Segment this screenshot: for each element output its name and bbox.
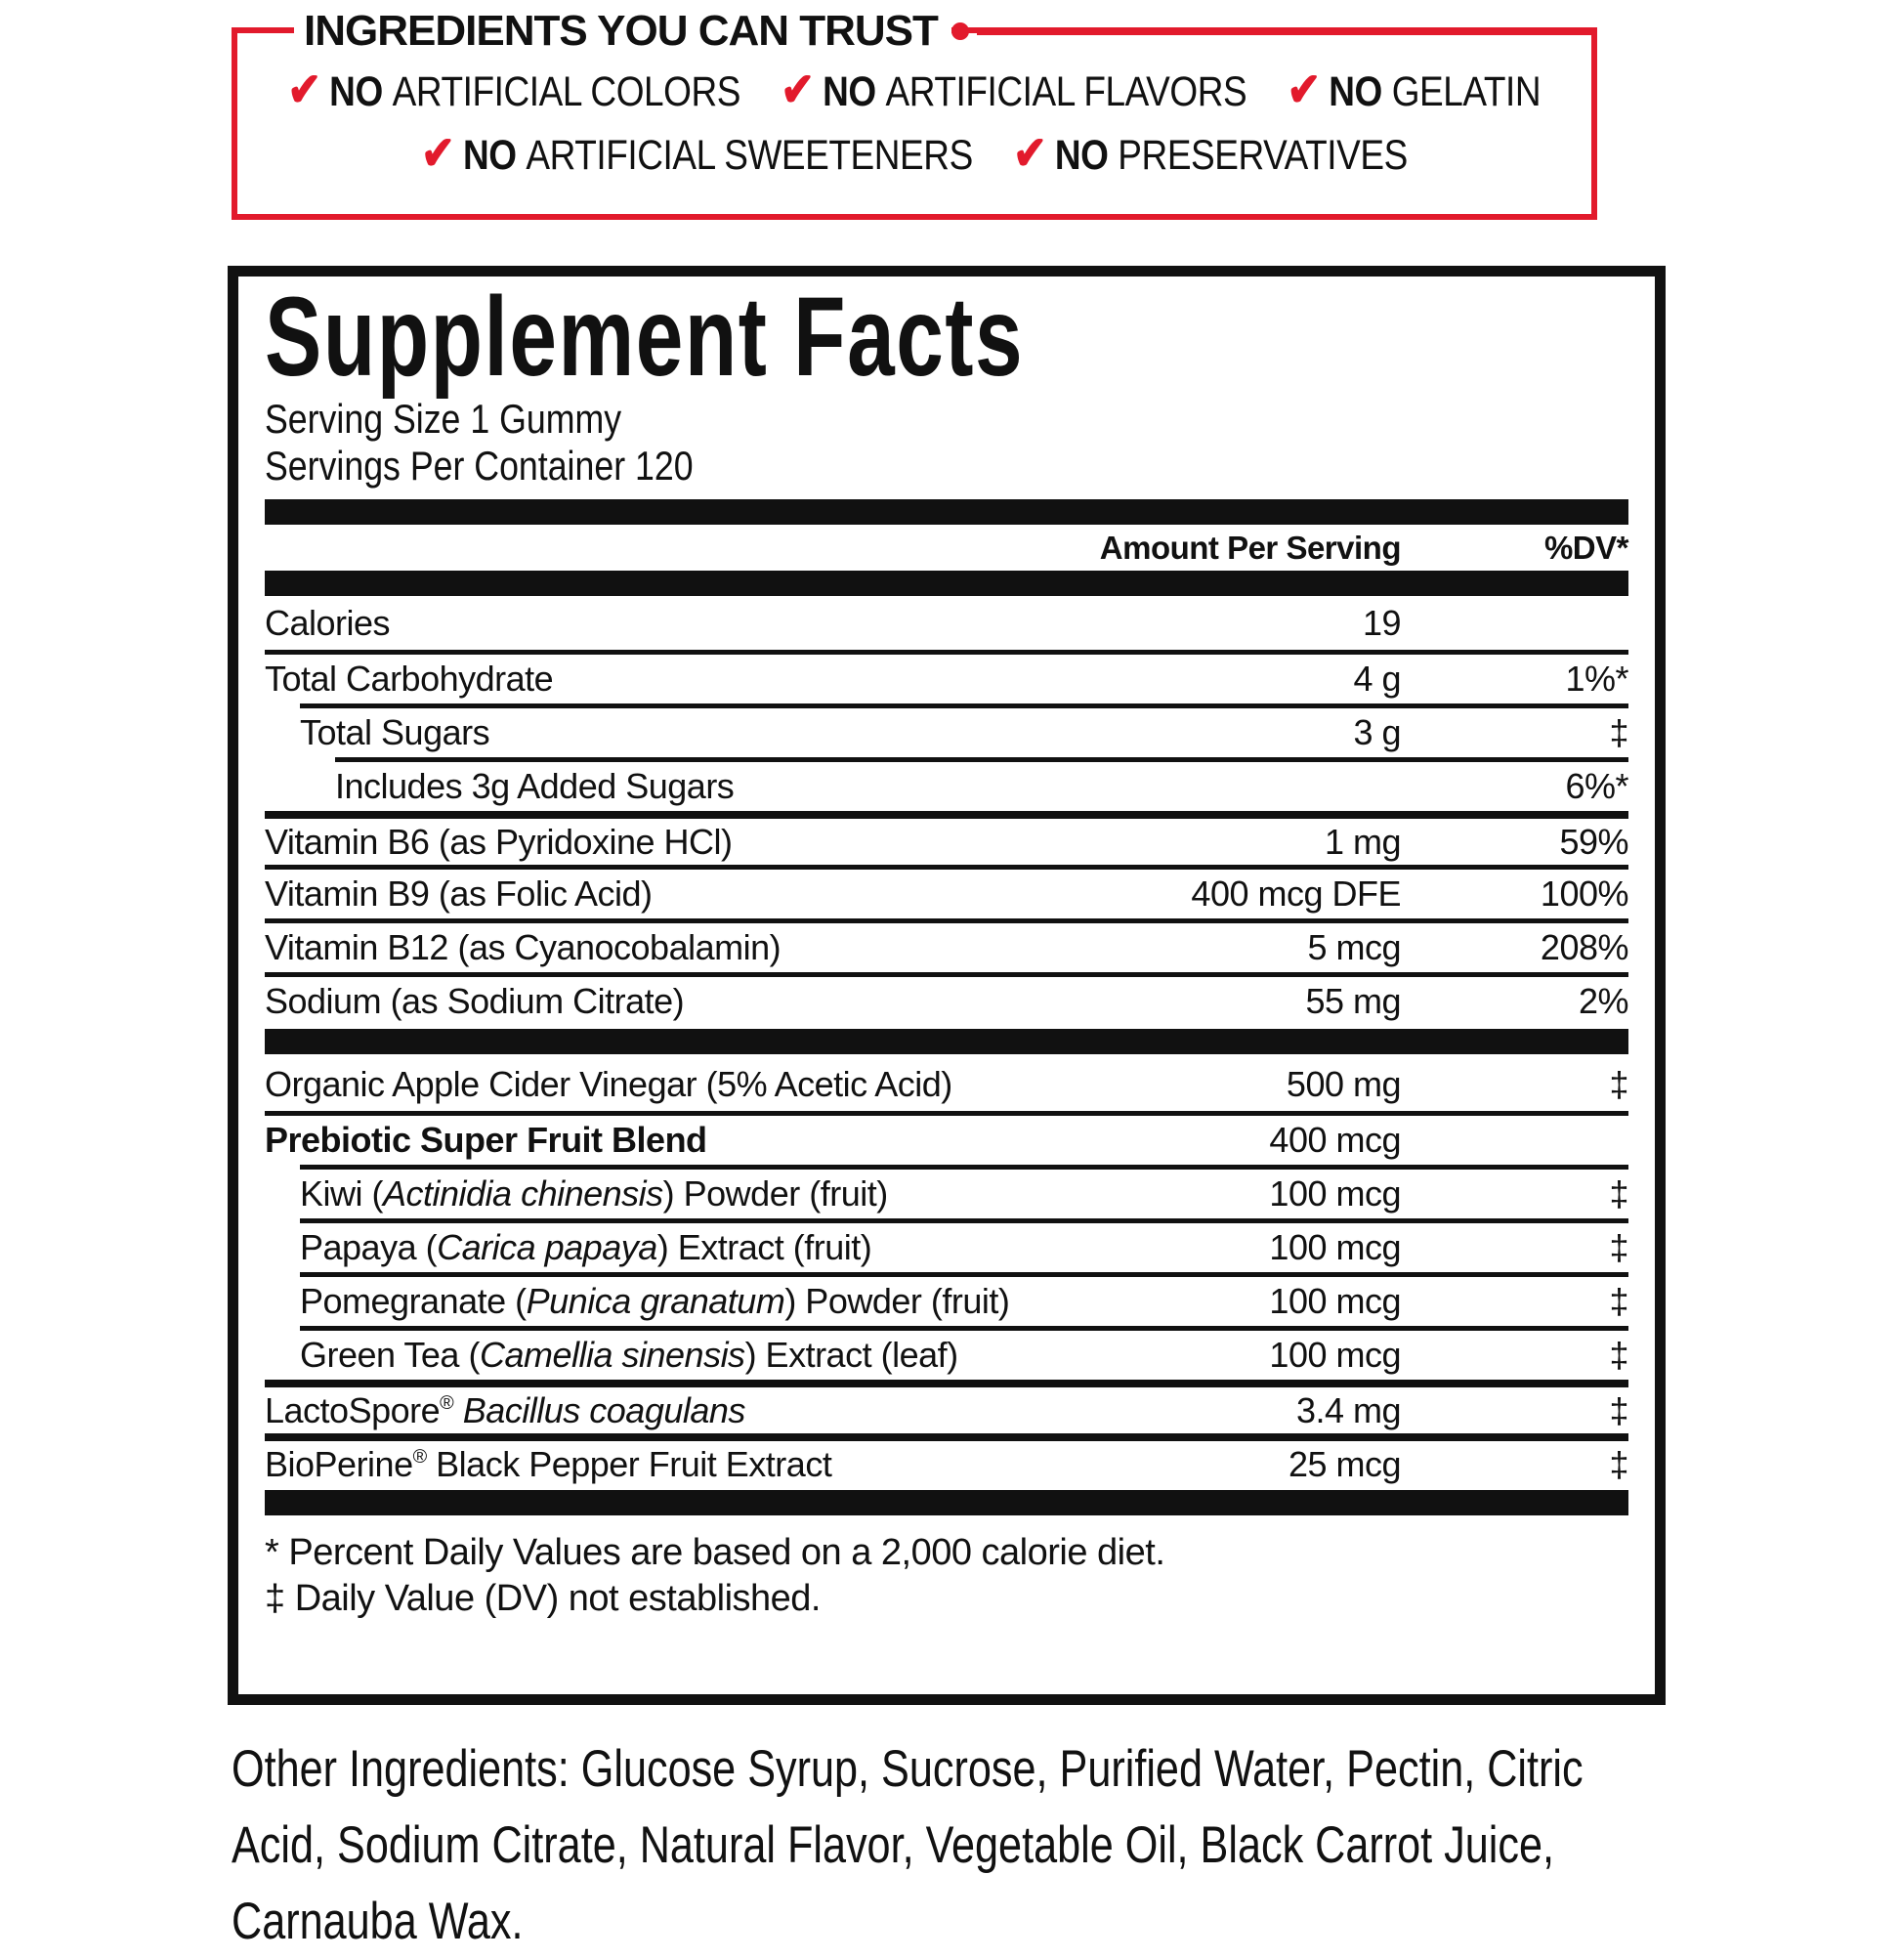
facts-row — [300, 1218, 1628, 1272]
claim-no-label: NO — [462, 132, 517, 179]
percent-dv-header: %DV* — [1543, 529, 1628, 566]
check-icon: ✔ — [1287, 64, 1321, 116]
nutrient-dv: 6%* — [1565, 766, 1628, 806]
nutrient-dv: ‡ — [1609, 1063, 1628, 1104]
facts-row — [265, 1111, 1628, 1165]
nutrient-amount: 100 mcg — [1269, 1335, 1401, 1375]
nutrient-amount: 4 g — [1353, 659, 1401, 699]
facts-row — [300, 1165, 1628, 1218]
nutrient-dv: 2% — [1578, 981, 1628, 1021]
section-divider-bar — [265, 499, 1628, 525]
section-divider-bar — [265, 1029, 1628, 1054]
nutrient-name: Sodium (as Sodium Citrate) — [265, 981, 685, 1021]
nutrient-dv: ‡ — [1609, 1335, 1628, 1375]
nutrient-amount: 3.4 mg — [1295, 1389, 1401, 1430]
trust-box — [232, 7, 1597, 220]
claim-item — [1287, 64, 1542, 116]
nutrient-amount: 55 mg — [1305, 981, 1401, 1021]
check-icon: ✔ — [1013, 127, 1047, 180]
facts-header-row — [265, 525, 1628, 571]
facts-row — [300, 1272, 1628, 1326]
nutrient-dv: 59% — [1559, 821, 1628, 862]
nutrient-amount: 1 mg — [1324, 821, 1401, 862]
claims-row — [421, 127, 1408, 180]
nutrient-name: Green Tea (Camellia sinensis) Extract (leaf) — [300, 1335, 958, 1375]
check-icon: ✔ — [781, 64, 815, 116]
claim-no-label: NO — [329, 68, 383, 115]
facts-row — [300, 1326, 1628, 1380]
nutrient-name: Includes 3g Added Sugars — [335, 766, 735, 806]
servings-per-container: Servings Per Container 120 — [265, 443, 694, 489]
nutrient-name: Prebiotic Super Fruit Blend — [265, 1120, 707, 1160]
nutrient-name: Vitamin B9 (as Folic Acid) — [265, 873, 653, 914]
trust-title: INGREDIENTS YOU CAN TRUST — [294, 8, 951, 55]
facts-row — [265, 596, 1628, 650]
facts-row — [265, 865, 1628, 918]
nutrient-dv: ‡ — [1609, 1389, 1628, 1430]
facts-title: Supplement Facts — [265, 275, 1025, 400]
nutrient-amount: 100 mcg — [1269, 1227, 1401, 1267]
facts-row — [265, 811, 1628, 865]
nutrient-amount: 100 mcg — [1269, 1173, 1401, 1214]
nutrient-dv: ‡ — [1609, 712, 1628, 752]
nutrient-amount: 400 mcg DFE — [1191, 873, 1401, 914]
nutrient-amount: 25 mcg — [1288, 1443, 1401, 1484]
claim-item — [287, 64, 741, 116]
facts-row — [265, 1380, 1628, 1433]
facts-row — [265, 1433, 1628, 1487]
nutrient-name: Pomegranate (Punica granatum) Powder (fruit) — [300, 1281, 1010, 1321]
nutrient-name: Organic Apple Cider Vinegar (5% Acetic Acid) — [265, 1063, 952, 1104]
facts-row — [265, 918, 1628, 972]
facts-row — [300, 703, 1628, 757]
claim-text: ARTIFICIAL COLORS — [382, 68, 741, 115]
other-ingredients: Other Ingredients: Glucose Syrup, Sucrose, Purified Water, Pectin, Citric Acid, Sodium Citrate, Natural Flavor, Vegetable Oil, Black Carrot Juice, Carnauba Wax. — [232, 1740, 1584, 1950]
nutrient-dv: 100% — [1540, 873, 1628, 914]
nutrient-dv: 1%* — [1565, 659, 1628, 699]
red-rule-line — [977, 27, 1593, 35]
footnote-percent-dv: * Percent Daily Values are based on a 2,000 calorie diet. — [265, 1532, 1165, 1573]
nutrient-amount: 3 g — [1353, 712, 1401, 752]
claim-text: ARTIFICIAL SWEETENERS — [516, 132, 973, 179]
trust-header — [294, 8, 1593, 55]
nutrient-dv: 208% — [1540, 927, 1628, 967]
amount-per-serving-header: Amount Per Serving — [1099, 529, 1401, 566]
facts-row — [265, 972, 1628, 1026]
claim-text: PRESERVATIVES — [1108, 132, 1408, 179]
claim-no-label: NO — [1329, 68, 1383, 115]
nutrient-name: Papaya (Carica papaya) Extract (fruit) — [300, 1227, 872, 1267]
bullet-dot-icon — [951, 22, 969, 40]
claims-list — [237, 33, 1591, 214]
nutrient-dv: ‡ — [1609, 1281, 1628, 1321]
facts-row — [335, 757, 1628, 811]
facts-table — [265, 596, 1628, 1515]
footnote-dagger: ‡ Daily Value (DV) not established. — [265, 1578, 821, 1619]
check-icon: ✔ — [287, 64, 321, 116]
claim-text: GELATIN — [1382, 68, 1542, 115]
claim-item — [781, 64, 1247, 116]
claim-no-label: NO — [823, 68, 876, 115]
nutrient-name: Total Sugars — [300, 712, 490, 752]
facts-row — [265, 1057, 1628, 1111]
claim-no-label: NO — [1054, 132, 1109, 179]
claim-item — [421, 127, 973, 180]
nutrient-dv: ‡ — [1609, 1227, 1628, 1267]
nutrient-name: Vitamin B12 (as Cyanocobalamin) — [265, 927, 782, 967]
nutrient-name: Calories — [265, 602, 391, 643]
nutrient-dv: ‡ — [1609, 1173, 1628, 1214]
nutrient-amount: 19 — [1362, 602, 1401, 643]
claims-row — [287, 64, 1542, 116]
claim-text: ARTIFICIAL FLAVORS — [875, 68, 1247, 115]
check-icon: ✔ — [421, 127, 455, 180]
footnotes — [265, 1518, 1628, 1622]
nutrient-name: Total Carbohydrate — [265, 659, 554, 699]
nutrient-amount: 5 mcg — [1307, 927, 1401, 967]
serving-info — [265, 396, 1424, 490]
nutrient-name: Kiwi (Actinidia chinensis) Powder (fruit) — [300, 1173, 888, 1214]
nutrient-name: LactoSpore® Bacillus coagulans — [265, 1389, 745, 1430]
serving-size: Serving Size 1 Gummy — [265, 396, 622, 442]
facts-row — [265, 650, 1628, 703]
nutrient-name: BioPerine® Black Pepper Fruit Extract — [265, 1443, 832, 1484]
nutrient-amount: 400 mcg — [1269, 1120, 1401, 1160]
section-divider-bar — [265, 1490, 1628, 1515]
claim-item — [1013, 127, 1408, 180]
nutrient-amount: 500 mg — [1286, 1063, 1401, 1104]
supplement-facts-box — [228, 266, 1666, 1705]
nutrient-dv: ‡ — [1609, 1443, 1628, 1484]
nutrient-amount: 100 mcg — [1269, 1281, 1401, 1321]
nutrient-name: Vitamin B6 (as Pyridoxine HCl) — [265, 821, 733, 862]
section-divider-bar — [265, 571, 1628, 596]
